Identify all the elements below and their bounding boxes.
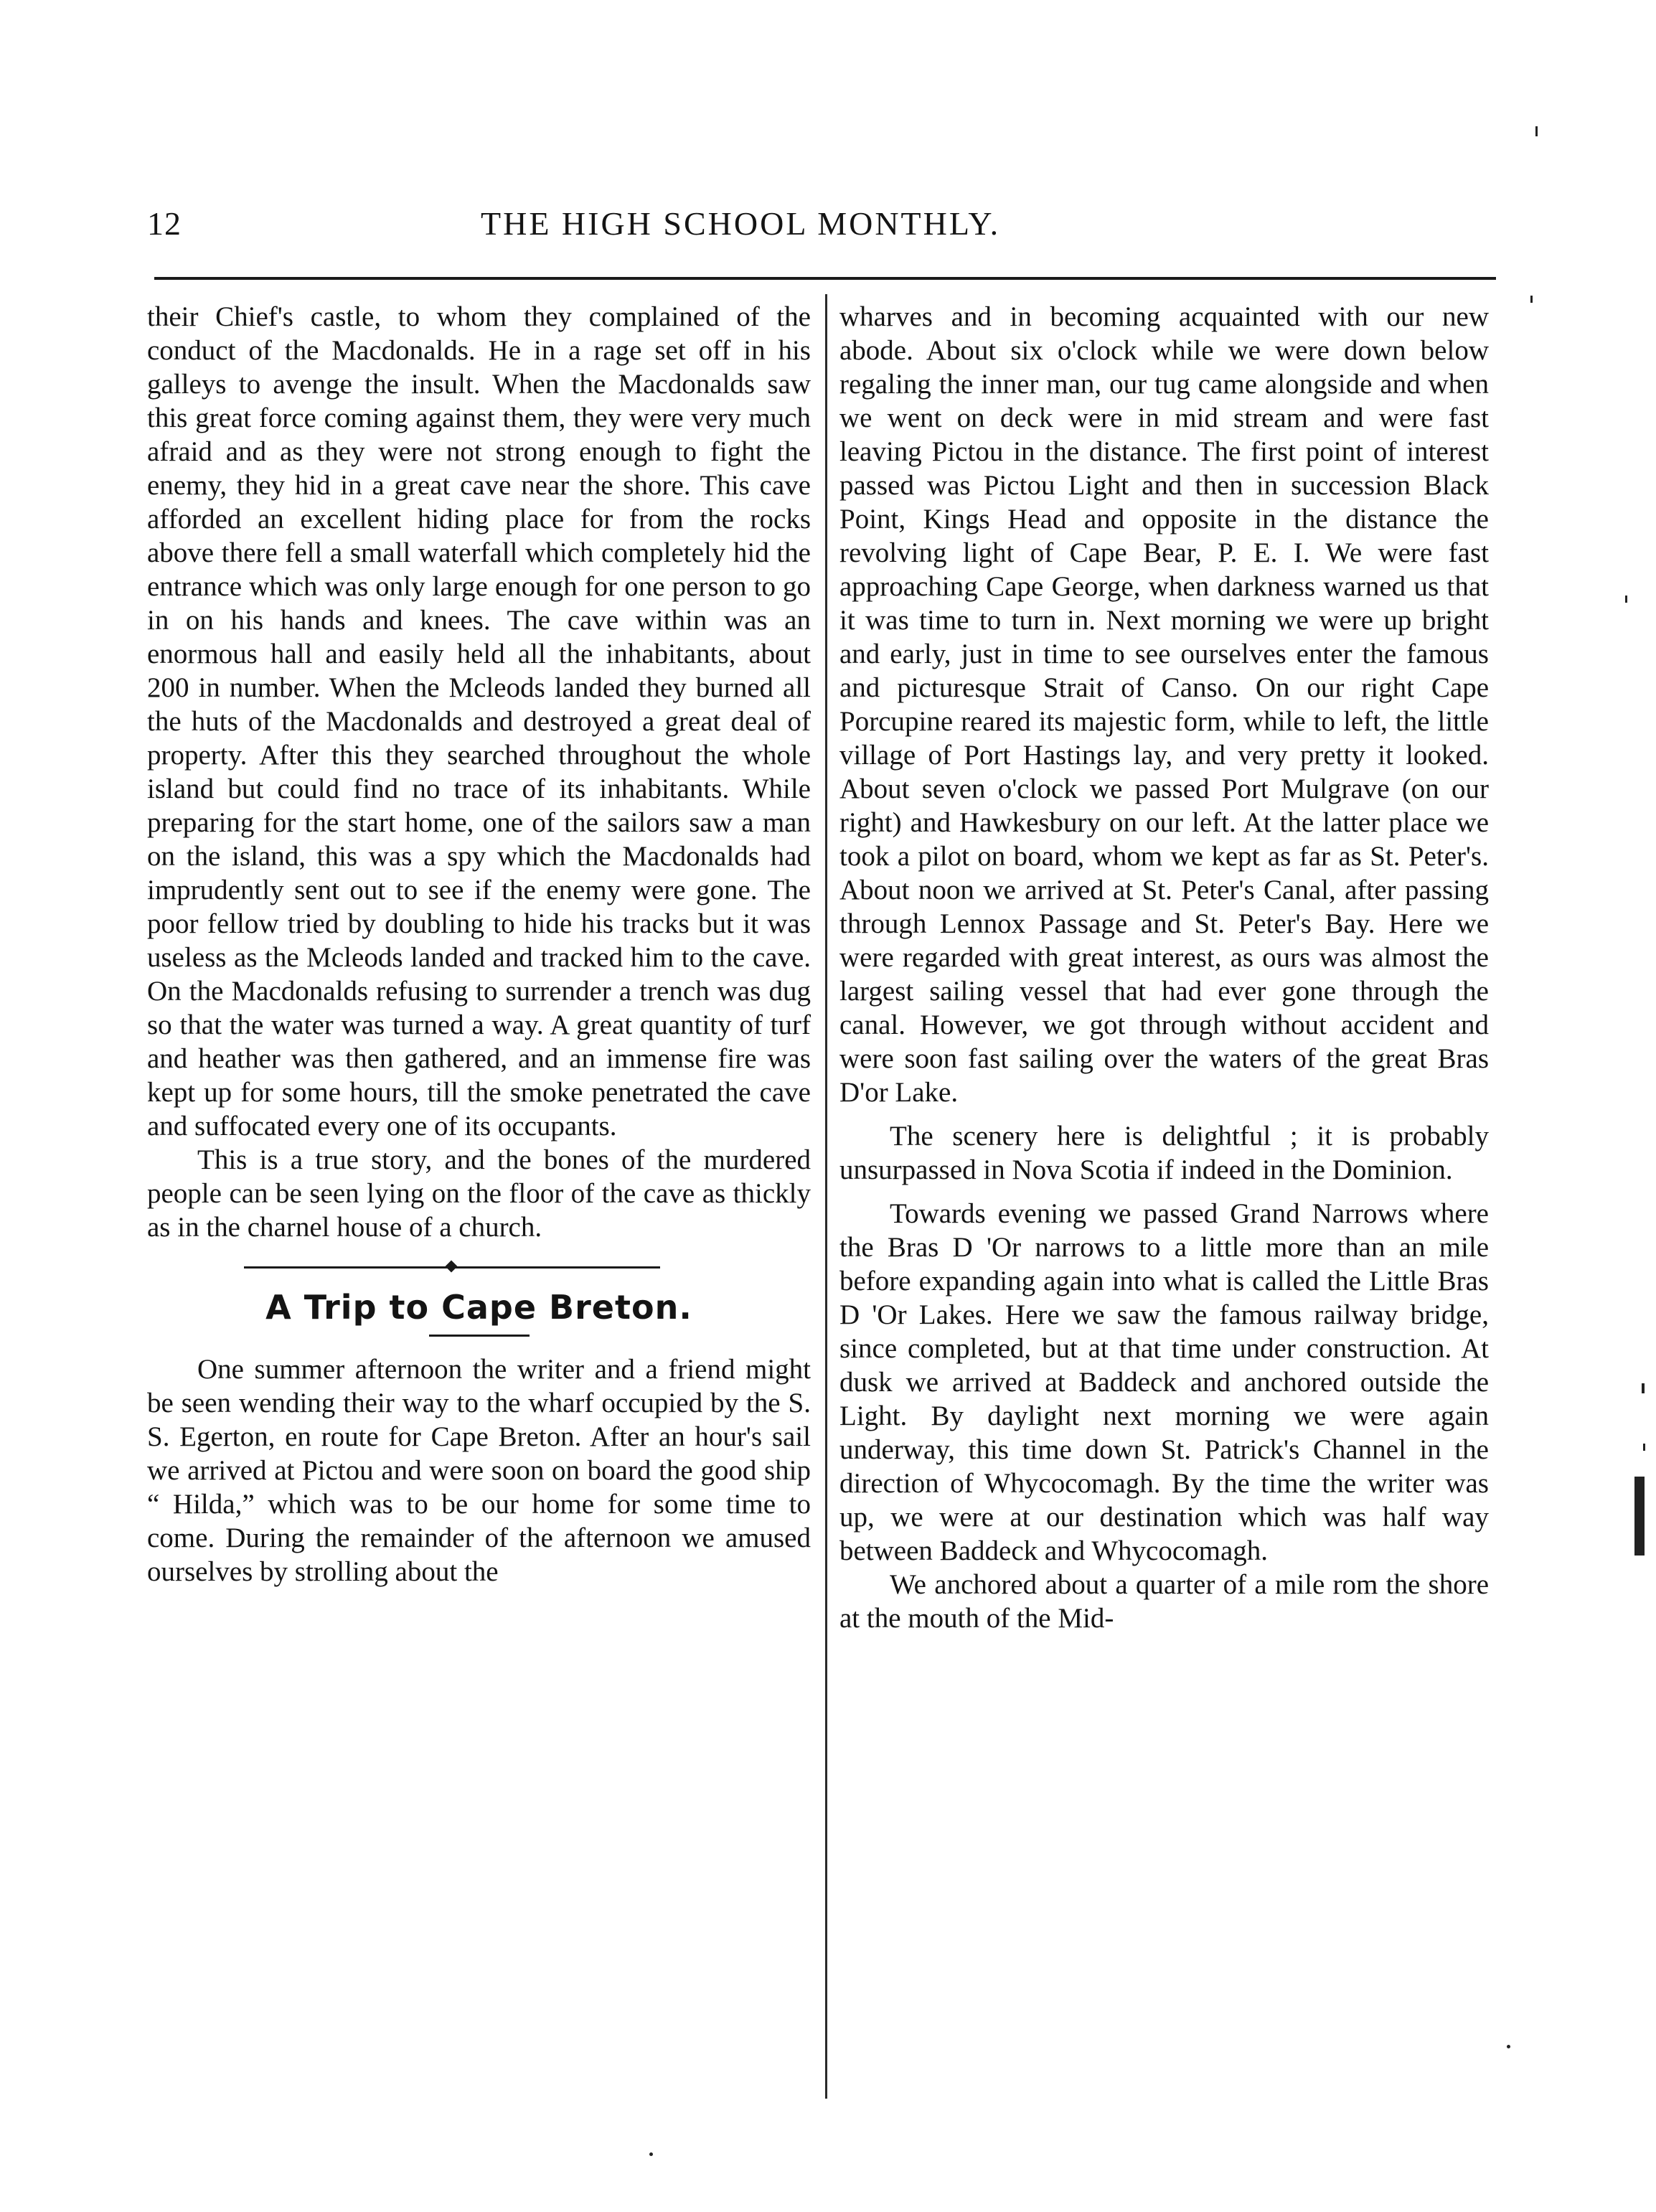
right-column bbox=[839, 300, 1489, 1635]
section-divider bbox=[147, 1253, 811, 1281]
scan-speck bbox=[1643, 1444, 1645, 1451]
running-head: THE HIGH SCHOOL MONTHLY. bbox=[481, 205, 1001, 242]
scan-speck bbox=[649, 2152, 653, 2156]
left-column bbox=[147, 300, 811, 1589]
scan-speck bbox=[1530, 296, 1533, 303]
left-paragraph: their Chief's castle, to whom they complained of the conduct of the Macdonalds. He in a rage set off in his galleys to avenge the insult. When the Macdonalds saw this great force coming against them, they were very much afraid and as they were not strong enough to fight the enemy, they hid in a great cave near the shore. This cave afforded an excellent hiding place for from the rocks above there fell a small waterfall which completely hid the entrance which was only large enough for one person to go in on his hands and knees. The cave within was an enormous hall and easily held all the inhabitants, about 200 in number. When the Mcleods landed they burned all the huts of the Macdonalds and destroyed a great deal of property. After this they searched throughout the whole island but could find no trace of its inhabitants. While preparing for the start home, one of the sailors saw a man on the island, this was a spy which the Macdonalds had imprudently sent out to see if the enemy were gone. The poor fellow tried by doubling to hide his tracks but it was useless as the Mcleods landed and tracked him to the cave. On the Macdonalds refusing to surrender a trench was dug so that the water was turned a way. A great quantity of turf and heather was then gathered, and an immense fire was kept up for some hours, till the smoke penetrated the cave and suffocated every one of its occupants. bbox=[147, 301, 811, 1142]
article-paragraph: One summer afternoon the writer and a friend might be seen wending their way to the wharf occupied by the S. S. Egerton, en route for Cape Breton. After an hour's sail we arrived at Pictou and were soon on board the good ship “ Hilda,” which was to be our home for some time to come. During the remainder of the afternoon we amused ourselves by strolling about the bbox=[147, 1354, 811, 1587]
scan-speck bbox=[1625, 596, 1627, 603]
title-underline bbox=[429, 1335, 530, 1337]
page-number: 12 bbox=[147, 205, 182, 242]
right-paragraph: wharves and in becoming acquainted with our new abode. About six o'clock while we were down below regaling the inner man, our tug came alongside and when we went on deck were in mid stream and were fast leaving Pictou in the distance. The first point of interest passed was Pictou Light and then in succession Black Point, Kings Head and opposite in the distance the revolving light of Cape Bear, P. E. I. We were fast approaching Cape George, when darkness warned us that it was time to turn in. Next morning we were up bright and early, just in time to see ourselves enter the famous and picturesque Strait of Canso. On our right Cape Porcupine reared its majestic form, while to left, the little village of Port Hastings lay, and very pretty it looked. About seven o'clock we passed Port Mulgrave (on our right) and Hawkesbury on our left. At the latter place we took a pilot on board, whom we kept as far as St. Peter's. About noon we arrived at St. Peter's Canal, after passing through Lennox Passage and St. Peter's Bay. Here we were regarded with great interest, as ours was almost the largest sailing vessel that had ever gone through the canal. However, we got through without accident and were soon fast sailing over the waters of the great Bras D'or Lake. bbox=[839, 301, 1489, 1108]
column-divider bbox=[825, 294, 827, 2099]
right-paragraph: Towards evening we passed Grand Narrows where the Bras D 'Or narrows to a little more than an mile before expanding again into what is called the Little Bras D 'Or Lakes. Here we saw the famous railway bridge, since completed, but at that time under construction. At dusk we arrived at Baddeck and anchored outside the Light. By daylight next morning we were again underway, this time down St. Patrick's Channel in the direction of Whycocomagh. By the time the writer was up, we were at our destination which was half way between Baddeck and Whycocomagh. bbox=[839, 1198, 1489, 1566]
scan-speck bbox=[1535, 126, 1538, 136]
scan-speck bbox=[1634, 1477, 1645, 1556]
right-paragraph: We anchored about a quarter of a mile rom the shore at the mouth of the Mid- bbox=[839, 1569, 1489, 1634]
scan-speck bbox=[1642, 1383, 1645, 1393]
diamond-ornament bbox=[446, 1261, 458, 1273]
article-title: A Trip to Cape Breton. bbox=[265, 1288, 692, 1327]
scan-speck bbox=[1507, 2045, 1510, 2048]
left-paragraph: This is a true story, and the bones of the murdered people can be seen lying on the floor of the cave as thickly as in the charnel house of a church. bbox=[147, 1144, 811, 1243]
header-rule bbox=[154, 277, 1496, 280]
right-paragraph: The scenery here is delightful ; it is probably unsurpassed in Nova Scotia if indeed in the Dominion. bbox=[839, 1121, 1489, 1185]
